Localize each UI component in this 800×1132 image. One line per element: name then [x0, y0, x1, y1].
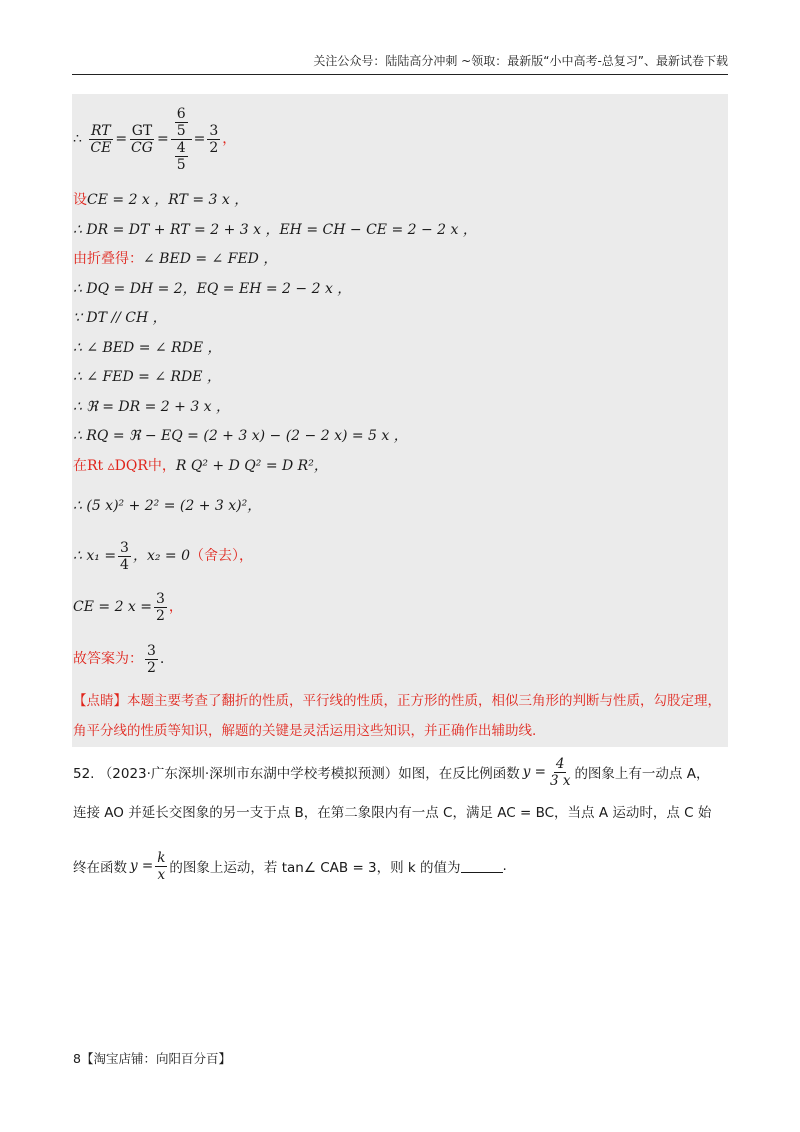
- answer-blank[interactable]: [461, 860, 503, 873]
- solution-line-11: 在Rt ▵DQR中，R Q² + D Q² = D R²，: [73, 458, 328, 474]
- solution-line-7: ∴ ∠ BED = ∠ RDE ，: [73, 340, 222, 356]
- rt-over-ce: $\frac{RT}{CE}$: [90, 122, 112, 156]
- result-fraction: $\frac{3}{2}$: [209, 122, 219, 156]
- solution-line-13: ∴ x₁ = $\frac{3}{4}$ ，x₂ = 0 （舍去），: [73, 539, 254, 573]
- gt-over-cg: $\frac{GT}{CG}$: [131, 122, 153, 156]
- question-52-line-3: 终在函数 y = $\frac{k}{x}$ 的图象上运动，若 tan∠ CAB = 3，则 k 的值为 .: [73, 849, 507, 883]
- solution-line-8: ∴ ∠ FED = ∠ RDE ，: [73, 369, 221, 385]
- solution-line-12: ∴ (5 x)² + 2² = (2 + 3 x)²，: [73, 498, 262, 514]
- key-point-note: 【点睛】本题主要考查了翻折的性质，平行线的性质，正方形的性质，相似三角形的判断与性质，勾股定理，角平分线的性质等知识，解题的关键是灵活运用这些知识，并正确作出辅助线.: [73, 693, 721, 739]
- compound-fraction: $\frac{\frac{6}{5}}{\frac{4}{5}}$: [171, 106, 192, 173]
- solution-line-6: ∵ DT // CH ，: [73, 310, 167, 326]
- page-footer: 8【淘宝店铺：向阳百分百】: [73, 1051, 231, 1066]
- answer-line: 故答案为： $\frac{3}{2}$ .: [73, 642, 165, 676]
- question-52-line-1: 52. （2023·广东深圳·深圳市东湖中学校考模拟预测）如图，在反比例函数 y = $\frac{4}{3 x}$ 的图象上有一动点 A，: [73, 755, 710, 789]
- solution-line-2: 设CE = 2 x ，RT = 3 x ，: [73, 192, 249, 208]
- page-header: 关注公众号：陆陆高分冲刺 ~领取：最新版“小中高考-总复习”、最新试卷下载: [72, 52, 728, 75]
- ratio-equation: ∴ $\frac{RT}{CE}$ = $\frac{GT}{CG}$ = $\frac{\frac{6}{5}}{\frac{4}{5}}$ = $\frac{3}{2}$ ，: [73, 105, 237, 173]
- solution-line-5: ∴ DQ = DH = 2，EQ = EH = 2 − 2 x ，: [73, 281, 352, 297]
- solution-line-10: ∴ RQ = ℜ − EQ = (2 + 3 x) − (2 − 2 x) = 5 x ，: [73, 428, 408, 444]
- solution-line-3: ∴ DR = DT + RT = 2 + 3 x ，EH = CH − CE = 2 − 2 x ，: [73, 222, 477, 238]
- solution-line-4: 由折叠得：∠ BED = ∠ FED ，: [73, 251, 278, 267]
- question-52-line-2: 连接 AO 并延长交图象的另一支于点 B，在第二象限内有一点 C，满足 AC = BC，当点 A 运动时，点 C 始: [73, 805, 712, 821]
- solution-line-14: CE = 2 x = $\frac{3}{2}$ ，: [73, 590, 183, 624]
- solution-line-9: ∴ ℜ = DR = 2 + 3 x ，: [73, 399, 231, 415]
